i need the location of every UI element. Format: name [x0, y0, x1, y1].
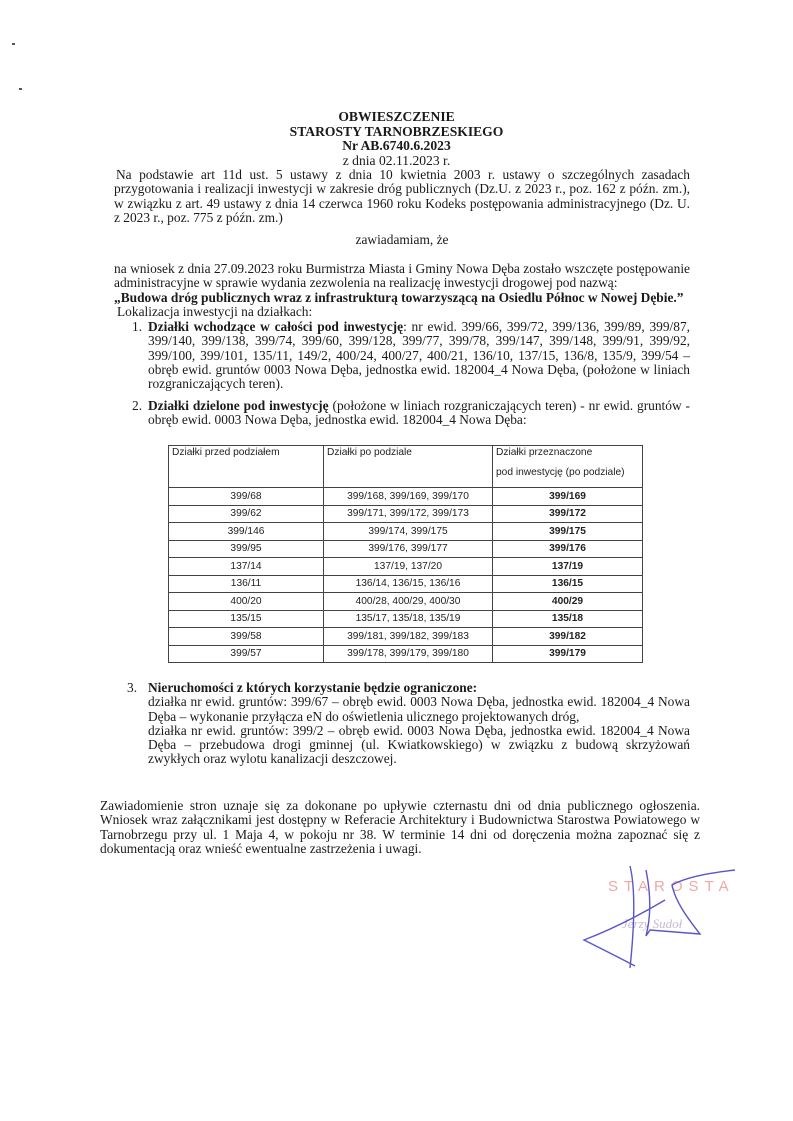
- list-item-2: [148, 399, 690, 428]
- cell-before: 135/15: [169, 610, 324, 628]
- cell-before: 399/57: [169, 645, 324, 663]
- cell-designated: 400/29: [493, 593, 643, 611]
- table-row: [169, 610, 643, 628]
- list-number-2: 2.: [132, 398, 143, 413]
- cell-after: 399/168, 399/169, 399/170: [324, 488, 493, 506]
- cell-after: 399/171, 399/172, 399/173: [324, 505, 493, 523]
- scan-speck: [19, 88, 22, 90]
- cell-designated: 399/176: [493, 540, 643, 558]
- document-title: OBWIESZCZENIE: [338, 109, 455, 124]
- cell-designated: 135/18: [493, 610, 643, 628]
- cell-after: 399/181, 399/182, 399/183: [324, 628, 493, 646]
- cell-designated: 399/175: [493, 523, 643, 541]
- cell-before: 399/95: [169, 540, 324, 558]
- cell-designated: 136/15: [493, 575, 643, 593]
- table-row: [169, 593, 643, 611]
- cell-after: 136/14, 136/15, 136/16: [324, 575, 493, 593]
- column-header-designated: [493, 446, 643, 488]
- location-label: Lokalizacja inwestycji na działkach:: [117, 304, 313, 319]
- list-item-1: [148, 320, 690, 391]
- table-row: [169, 645, 643, 663]
- cell-before: 399/146: [169, 523, 324, 541]
- official-stamp-title: STAROSTA: [608, 878, 735, 895]
- cell-designated: 399/169: [493, 488, 643, 506]
- closing-paragraph: Zawiadomienie stron uznaje się za dokonane po upływie czternastu dni od dnia publicznego ogłoszenia. Wniosek wraz załącznikami jest dostępny w Referacie Architektury i Budownictwa Starostwa Powiatowego w Tarnobrzegu przy ul. 1 Maja 4, w pokoju nr 38. W terminie 14 dni od doręczenia można zapoznać się z dokumentacją oraz wnieść ewentualne zastrzeżenia i uwagi.: [100, 798, 700, 856]
- column-header-after-division: Działki po podziale: [324, 446, 493, 488]
- cell-before: 399/58: [169, 628, 324, 646]
- list-item-2-text: (położone w liniach rozgraniczających teren) - nr ewid. gruntów - obręb ewid. 0003 Nowa Dęba, jednostka ewid. 182004_4 Nowa Dęba:: [148, 398, 690, 428]
- cell-designated: 137/19: [493, 558, 643, 576]
- table-header-row: [169, 446, 643, 488]
- cell-before: 400/20: [169, 593, 324, 611]
- signature-icon: [580, 860, 760, 970]
- cell-after: 399/178, 399/179, 399/180: [324, 645, 493, 663]
- list-item-2-heading: Działki dzielone pod inwestycję: [148, 398, 329, 413]
- investment-name: „Budowa dróg publicznych wraz z infrastrukturą towarzyszącą na Osiedlu Północ w Nowej Dębie.”: [114, 290, 684, 305]
- restricted-parcel-1: działka nr ewid. gruntów: 399/67 – obręb ewid. 0003 Nowa Dęba, jednostka ewid. 182004_4 Nowa Dęba – wykonanie przyłącza eN do oświetlenia ulicznego projektowanych dróg,: [148, 694, 690, 724]
- official-stamp-name: Jerzy Sudoł: [622, 916, 683, 931]
- cell-after: 137/19, 137/20: [324, 558, 493, 576]
- cell-after: 400/28, 400/29, 400/30: [324, 593, 493, 611]
- cell-after: 399/176, 399/177: [324, 540, 493, 558]
- table-row: [169, 628, 643, 646]
- table-row: [169, 488, 643, 506]
- column-header-designated-line1: Działki przeznaczone: [496, 447, 593, 458]
- column-header-before-division: Działki przed podziałem: [169, 446, 324, 488]
- list-number-1: 1.: [132, 319, 143, 334]
- intro-paragraph: na wniosek z dnia 27.09.2023 roku Burmistrza Miasta i Gminy Nowa Dęba zostało wszczęte postępowanie administracyjne w sprawie wydania zezwolenia na realizację inwestycji drogowej pod nazwą:: [114, 261, 690, 291]
- restricted-parcel-2: działka nr ewid. gruntów: 399/2 – obręb ewid. 0003 Nowa Dęba, jednostka ewid. 182004_4 Nowa Dęba – przebudowa drogi gminnej (ul. Kwiatkowskiego) w związku z budową skrzyżowań zwykłych oraz wylotu kanalizacji deszczowej.: [148, 722, 690, 767]
- document-header: [0, 110, 793, 168]
- column-header-designated-line2: pod inwestycję (po podziale): [496, 467, 625, 478]
- document-date: z dnia 02.11.2023 r.: [342, 152, 451, 168]
- cell-before: 136/11: [169, 575, 324, 593]
- cell-after: 135/17, 135/18, 135/19: [324, 610, 493, 628]
- table-row: [169, 540, 643, 558]
- cell-before: 137/14: [169, 558, 324, 576]
- cell-designated: 399/182: [493, 628, 643, 646]
- list-item-3-heading: Nieruchomości z których korzystanie będzie ograniczone:: [148, 680, 478, 695]
- cell-before: 399/68: [169, 488, 324, 506]
- list-item-1-text: : nr ewid. 399/66, 399/72, 399/136, 399/89, 399/87, 399/140, 399/138, 399/74, 399/60, 399/128, 399/77, 399/78, 399/147, 399/148, 399/91, 399/92, 399/100, 399/101, 135/11, 149/2, 400/24, 400/27, 400/21, 136/10, 137/15, 136/8, 135/9, 399/54 – obręb ewid. gruntów 0003 Nowa Dęba, jednostka ewid. 182004_4 Nowa Dęba, (położone w liniach rozgraniczających teren).: [148, 319, 690, 392]
- legal-basis-paragraph: Na podstawie art 11d ust. 5 ustawy z dnia 10 kwietnia 2003 r. ustawy o szczególnych zasadach przygotowania i realizacji inwestycji w zakresie dróg publicznych (Dz.U. z 2023 r., poz. 162 z późn. zm.), w związku z art. 49 ustawy z dnia 14 czerwca 1960 roku Kodeks postępowania administracyjnego (Dz. U. z 2023 r., poz. 775 z późn. zm.): [114, 167, 690, 225]
- notice-phrase: zawiadamiam, że: [355, 232, 449, 247]
- table-row: [169, 505, 643, 523]
- table-row: [169, 523, 643, 541]
- list-number-3: 3.: [127, 680, 138, 695]
- cell-after: 399/174, 399/175: [324, 523, 493, 541]
- cell-designated: 399/179: [493, 645, 643, 663]
- issuer: STAROSTY TARNOBRZESKIEGO: [289, 123, 504, 139]
- parcels-table: [168, 445, 643, 663]
- cell-before: 399/62: [169, 505, 324, 523]
- table-row: [169, 558, 643, 576]
- list-item-3: [148, 681, 690, 767]
- cell-designated: 399/172: [493, 505, 643, 523]
- scan-speck: [12, 43, 15, 45]
- list-item-1-heading: Działki wchodzące w całości pod inwestycję: [148, 319, 404, 334]
- table-row: [169, 575, 643, 593]
- document-number: Nr AB.6740.6.2023: [342, 138, 451, 153]
